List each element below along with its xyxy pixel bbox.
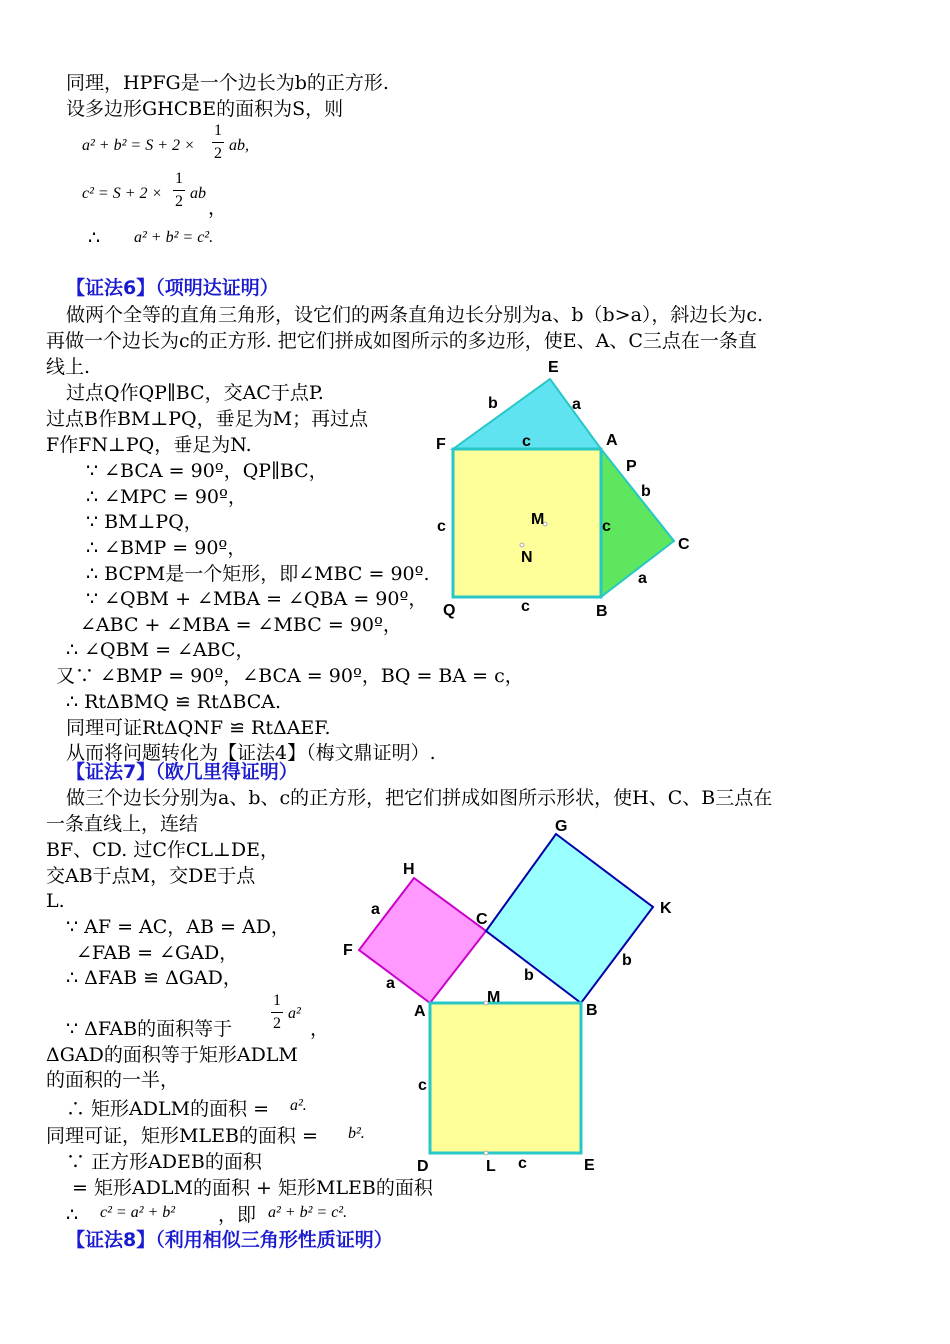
a-squared: a².	[290, 1097, 307, 1114]
text-line: 做两个全等的直角三角形，设它们的两条直角边长分别为a、b（b>a），斜边长为c.	[66, 304, 764, 326]
equation-2: c² = S + 2 ×	[82, 185, 163, 202]
proof-step: ∴ ∠MPC = 90º，	[86, 486, 247, 508]
comma: ，	[208, 197, 228, 219]
text-line: 再做一个边长为c的正方形. 把它们拼成如图所示的多边形，使E、A、C三点在一条直	[46, 330, 757, 352]
label-b-vertex: B	[586, 1002, 598, 1019]
therefore-symbol: ∴	[88, 227, 101, 249]
proof-step: ∴ ∠BMP = 90º，	[86, 537, 247, 559]
label-c: c	[518, 1155, 527, 1172]
proof-step: 又∵ ∠BMP = 90º，∠BCA = 90º，BQ = BA = c，	[56, 665, 524, 687]
label-c: c	[437, 518, 446, 535]
text-line: 交AB于点M，交DE于点	[46, 865, 256, 887]
proof-step: ∵ ΔFAB的面积等于	[66, 1018, 233, 1040]
proof-step: ∵ AF = AC，AB = AD，	[66, 916, 290, 938]
proof-8-heading: 【证法8】（利用相似三角形性质证明）	[66, 1229, 393, 1251]
label-b: b	[524, 967, 534, 984]
proof-7-figure	[335, 810, 695, 1180]
square-a-pink	[359, 878, 486, 1003]
square-c-yellow	[430, 1003, 581, 1153]
label-q: Q	[443, 602, 456, 619]
label-e: E	[584, 1157, 595, 1174]
label-m: M	[487, 989, 501, 1006]
comma: ，	[310, 1018, 330, 1040]
label-c-vertex: C	[476, 911, 488, 928]
proof-step: 从而将问题转化为【证法4】（梅文鼎证明）.	[66, 742, 436, 764]
label-c: c	[602, 518, 611, 535]
label-a-vertex: A	[606, 432, 618, 449]
proof-7-heading: 【证法7】（欧几里得证明）	[66, 761, 298, 783]
fraction-half	[173, 170, 185, 211]
label-b: b	[488, 395, 498, 412]
text-line: 做三个边长分别为a、b、c的正方形，把它们拼成如图所示形状，使H、C、B三点在	[66, 787, 773, 809]
square-fabq	[453, 449, 601, 597]
label-g: G	[555, 818, 568, 835]
proof-step: ∵ BM⊥PQ，	[86, 511, 203, 533]
proof-step: ∠FAB = ∠GAD，	[76, 942, 239, 964]
text-line: 线上.	[46, 356, 91, 378]
proof-step: ∠ABC + ∠MBA = ∠MBC = 90º，	[80, 614, 402, 636]
point-l	[484, 1151, 488, 1155]
proof-step: = 矩形ADLM的面积 + 矩形MLEB的面积	[72, 1177, 433, 1199]
proof-step: ∴ BCPM是一个矩形，即∠MBC = 90º.	[86, 563, 430, 585]
label-f: F	[343, 942, 353, 959]
label-b: b	[641, 483, 651, 500]
frac-num: 1	[214, 122, 222, 139]
label-a: a	[371, 901, 380, 918]
text-line: F作FN⊥PQ，垂足为N.	[46, 434, 252, 456]
label-k: K	[660, 900, 672, 917]
label-n: N	[521, 549, 533, 566]
label-c: c	[522, 433, 531, 450]
text-line: 一条直线上，连结	[46, 813, 199, 835]
label-d: D	[417, 1158, 429, 1175]
equation-1: a² + b² = S + 2 ×	[82, 137, 195, 154]
frac-num: 1	[175, 170, 183, 187]
proof-6-heading: 【证法6】（项明达证明）	[66, 277, 279, 299]
label-p: P	[626, 458, 637, 475]
proof-step: ∵ ∠BCA = 90º，QP∥BC，	[86, 460, 328, 482]
label-a: a	[572, 396, 581, 413]
proof-step: ∵ ∠QBM + ∠MBA = ∠QBA = 90º，	[86, 588, 428, 610]
text-line: 的面积的一半，	[46, 1069, 180, 1091]
text-line: 过点Q作QP∥BC，交AC于点P.	[66, 382, 324, 404]
label-c: c	[521, 598, 530, 615]
proof-step: ∴ 矩形ADLM的面积 =	[66, 1098, 270, 1120]
text-line: 设多边形GHCBE的面积为S，则	[66, 98, 344, 120]
point-n	[520, 543, 524, 547]
therefore-symbol: ∴	[66, 1204, 79, 1226]
label-h: H	[403, 861, 415, 878]
label-b: b	[622, 952, 632, 969]
frac-num: 1	[273, 992, 281, 1009]
label-f: F	[436, 436, 446, 453]
proof-step: 同理可证RtΔQNF ≌ RtΔAEF.	[66, 717, 331, 739]
text-line: BF、CD. 过C作CL⊥DE，	[46, 839, 279, 861]
label-a: a	[638, 570, 647, 587]
label-l: L	[486, 1158, 496, 1175]
equation: c² = a² + b²	[100, 1204, 176, 1221]
text-line: 过点B作BM⊥PQ，垂足为M；再过点	[46, 408, 369, 430]
text-fragment: ，即	[218, 1204, 257, 1226]
label-e: E	[548, 359, 559, 376]
equation-2-tail: ab	[190, 185, 206, 202]
text-line: 同理，HPFG是一个边长为b的正方形.	[66, 72, 389, 94]
fraction-half	[271, 992, 283, 1033]
label-c-vertex: C	[678, 536, 690, 553]
text-line: L.	[46, 890, 65, 912]
frac-den: 2	[214, 145, 222, 162]
equation: a² + b² = c².	[268, 1204, 348, 1221]
text-line: ΔGAD的面积等于矩形ADLM	[46, 1044, 298, 1066]
b-squared: b².	[348, 1125, 365, 1142]
label-a-vertex: A	[414, 1003, 426, 1020]
proof-step: ∴ ∠QBM = ∠ABC，	[66, 639, 255, 661]
frac-den: 2	[273, 1015, 281, 1032]
label-a: a	[386, 975, 395, 992]
text-line: 同理可证，矩形MLEB的面积 =	[46, 1125, 318, 1147]
square-b-lightblue	[486, 834, 653, 1003]
proof-step: ∴ ΔFAB ≌ ΔGAD，	[66, 967, 242, 989]
label-m: M	[531, 511, 545, 528]
proof-6-figure	[430, 355, 720, 625]
equation-1-tail: ab,	[229, 137, 249, 154]
label-b-vertex: B	[596, 603, 608, 620]
proof-step: ∵ 正方形ADEB的面积	[66, 1151, 262, 1173]
proof-step: ∴ RtΔBMQ ≌ RtΔBCA.	[66, 691, 282, 713]
equation-3: a² + b² = c².	[134, 229, 214, 246]
frac-den: 2	[175, 193, 183, 210]
fraction-half	[212, 122, 224, 163]
label-c: c	[418, 1077, 427, 1094]
a-squared: a²	[288, 1005, 301, 1022]
